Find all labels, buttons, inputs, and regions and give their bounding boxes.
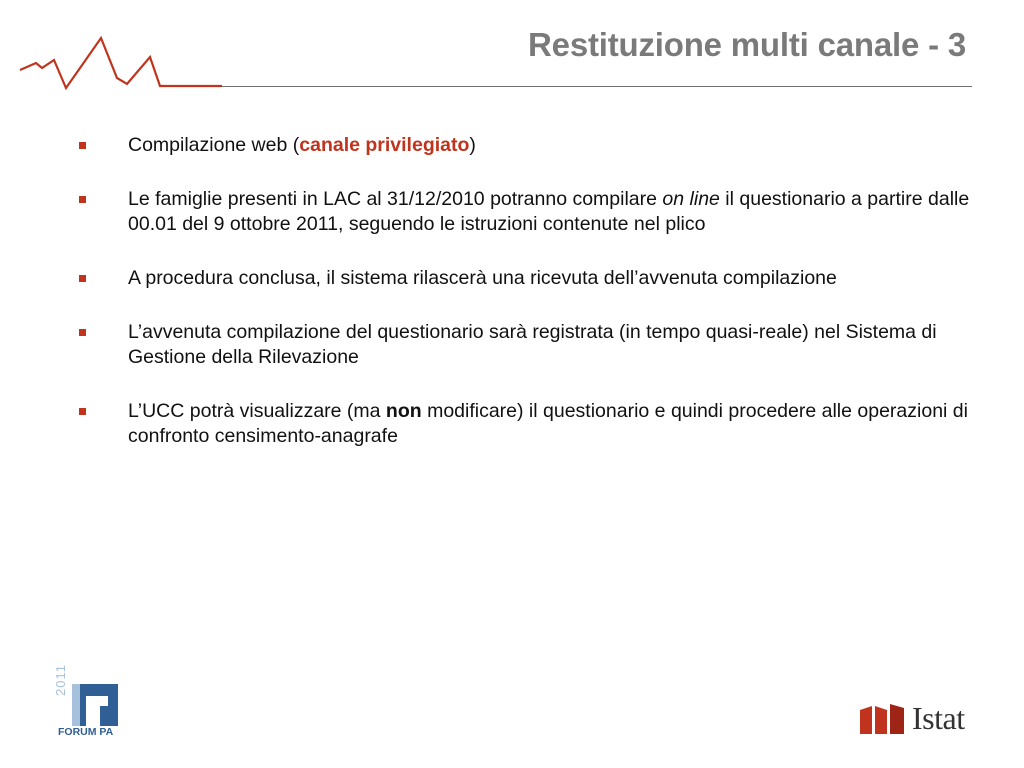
bullet-item xyxy=(76,266,1006,291)
forum-pa-logo xyxy=(53,664,122,740)
highlight-text: canale privilegiato xyxy=(299,134,470,156)
istat-emblem-icon xyxy=(858,702,910,738)
bullet-item xyxy=(76,399,1006,449)
forum-name: FORUM PA xyxy=(58,726,114,738)
bullet-text: A procedura conclusa, il sistema rilascerà una ricevuta dell’avvenuta compilazione xyxy=(128,267,837,289)
bullet-text: ) xyxy=(469,134,476,156)
bold-text: non xyxy=(385,400,422,422)
bullet-list xyxy=(76,133,1006,478)
bullet-item xyxy=(76,187,1006,237)
bullet-text: il questionario a partire dalle 00.01 del 9 ottobre 2011, seguendo le istruzioni contenute nel plico xyxy=(128,188,970,235)
bullet-item xyxy=(76,133,1006,158)
slide-title: Restituzione multi canale - 3 xyxy=(528,26,966,63)
square-bullet-icon xyxy=(79,275,86,282)
forum-year: 2011 xyxy=(53,664,68,696)
italic-text: on line xyxy=(662,188,720,210)
bullet-item xyxy=(76,320,1006,370)
zigzag-decoration xyxy=(0,0,230,100)
istat-logo xyxy=(858,700,970,738)
bullet-text: L’UCC potrà visualizzare (ma xyxy=(128,400,386,422)
bullet-text: L’avvenuta compilazione del questionario sarà registrata (in tempo quasi-reale) nel Sistema di Gestione della Rilevazione xyxy=(128,321,937,368)
title-divider xyxy=(222,86,972,87)
bullet-text: Compilazione web ( xyxy=(128,134,300,156)
istat-wordmark: Istat xyxy=(912,700,965,736)
bullet-text: modificare) il questionario e quindi procedere alle operazioni di confronto censimento-anagrafe xyxy=(128,400,968,447)
square-bullet-icon xyxy=(79,408,86,415)
square-bullet-icon xyxy=(79,329,86,336)
bullet-text: Le famiglie presenti in LAC al 31/12/2010 potranno compilare xyxy=(128,188,663,210)
square-bullet-icon xyxy=(79,196,86,203)
square-bullet-icon xyxy=(79,142,86,149)
